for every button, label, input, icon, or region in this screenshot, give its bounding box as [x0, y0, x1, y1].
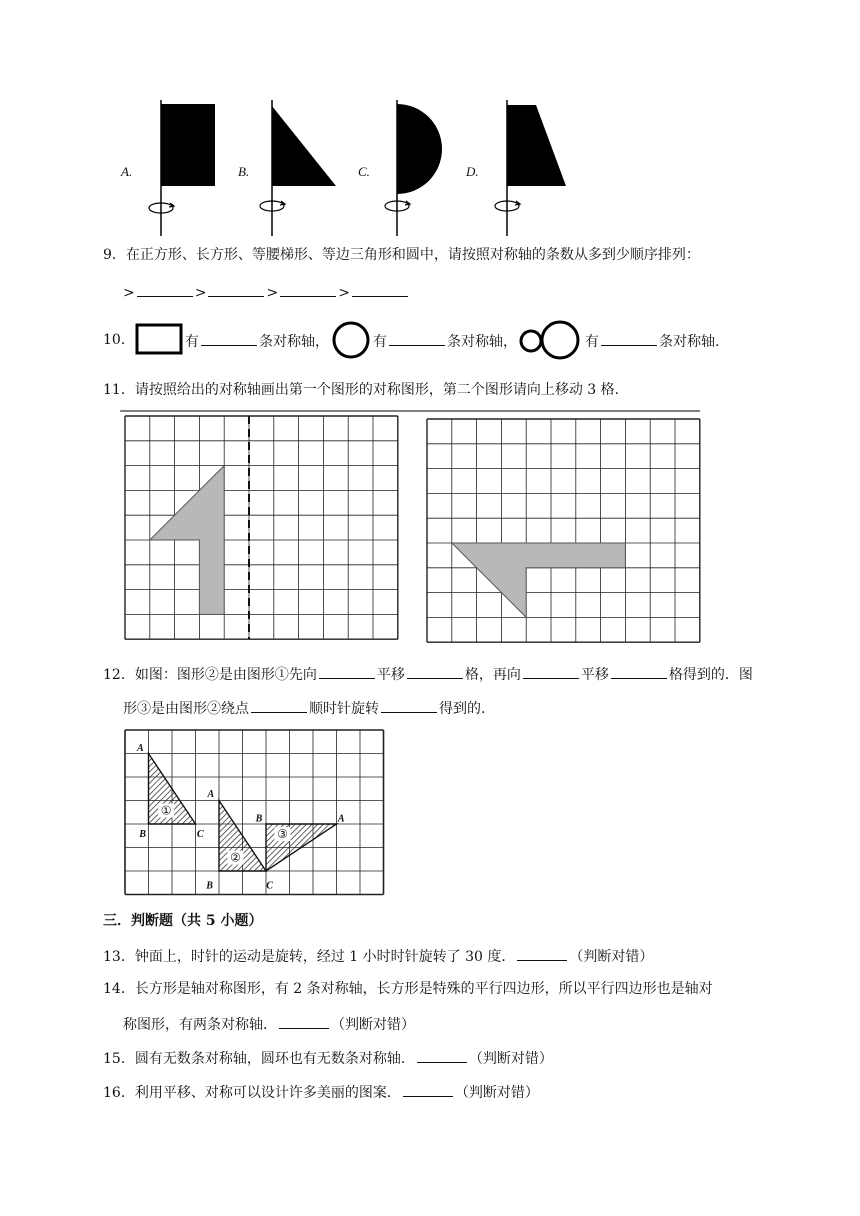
- q14-line1: 14．长方形是轴对称图形，有 2 条对称轴，长方形是特殊的平行四边形，所以平行四边形也是轴对: [103, 981, 713, 997]
- q10-blank-2[interactable]: [389, 333, 445, 346]
- q9-blank-4[interactable]: [352, 284, 408, 297]
- q10-suffix-3: 条对称轴.: [659, 334, 720, 350]
- rectangle-shape-icon: [135, 323, 185, 357]
- option-b-figure: [254, 100, 344, 240]
- q10-you-1: 有: [185, 334, 199, 350]
- q12-l2c: 得到的.: [439, 701, 486, 717]
- q16-text: 16．利用平移、对称可以设计许多美丽的图案．: [103, 1085, 401, 1101]
- shape-number-label: ②: [230, 850, 241, 865]
- point-label: A: [337, 813, 345, 825]
- q12-blank-4[interactable]: [611, 666, 667, 679]
- q10-part3: [585, 333, 719, 349]
- q12-line2: [123, 700, 485, 716]
- q14-blank[interactable]: [279, 1016, 329, 1029]
- shape-l-figure: [150, 466, 224, 615]
- point-label: A: [136, 743, 144, 755]
- q9-sep: >: [266, 285, 279, 301]
- q13-line: [103, 948, 653, 964]
- option-a-figure: [140, 100, 220, 240]
- point-label: C: [266, 880, 273, 892]
- q12-blank-5[interactable]: [251, 700, 307, 713]
- q9-answer-line: [123, 284, 410, 300]
- option-a-label: A.: [121, 164, 133, 179]
- point-label: A: [207, 788, 215, 800]
- q12-l1d: 平移: [580, 667, 609, 683]
- q9-blank-2[interactable]: [208, 284, 264, 297]
- option-d-label: D.: [466, 164, 479, 179]
- point-label: B: [139, 828, 146, 840]
- q16-line: [103, 1084, 539, 1100]
- q12-blank-1[interactable]: [319, 666, 375, 679]
- point-label: B: [255, 813, 263, 825]
- q10-you-3: 有: [585, 334, 599, 350]
- point-label: C: [196, 828, 204, 840]
- q13-blank[interactable]: [517, 948, 567, 961]
- option-b-label: B.: [238, 164, 250, 179]
- section-3-title: 三．判断题（共 5 小题）: [103, 913, 263, 929]
- q10-blank-3[interactable]: [601, 333, 657, 346]
- q16-judge: （判断对错）: [454, 1085, 539, 1101]
- q12-l1e: 格得到的．图: [668, 667, 753, 683]
- q12-l2a: 形③是由图形②绕点: [123, 701, 249, 717]
- shape-number-label: ①: [160, 803, 172, 818]
- q9-blank-1[interactable]: [137, 284, 193, 297]
- circle-shape-icon: [331, 320, 373, 362]
- q12-blank-2[interactable]: [407, 666, 463, 679]
- q12-grid: [124, 729, 388, 899]
- q10-part2: [373, 333, 517, 349]
- q12-l1a: 12．如图：图形②是由图形①先向: [103, 667, 317, 683]
- q10-blank-1[interactable]: [201, 333, 257, 346]
- shape-translate-figure: [452, 543, 626, 617]
- q15-line: [103, 1050, 553, 1066]
- q11-grid-left: [124, 415, 398, 647]
- q14-judge: （判断对错）: [331, 1017, 415, 1033]
- q9-sep: >: [123, 285, 135, 301]
- q11-text: 11．请按照给出的对称轴画出第一个图形的对称图形，第二个图形请向上移动 3 格.: [103, 382, 620, 398]
- two-circles-shape-icon: [518, 320, 584, 362]
- q12-blank-3[interactable]: [523, 666, 579, 679]
- q15-text: 15．圆有无数条对称轴，圆环也有无数条对称轴．: [103, 1051, 415, 1067]
- q9-text: 9．在正方形、长方形、等腰梯形、等边三角形和圆中，请按照对称轴的条数从多到少顺序排列：: [103, 247, 700, 263]
- q16-blank[interactable]: [403, 1084, 453, 1097]
- q10-num: 10．: [103, 332, 135, 348]
- q10-part1: [185, 333, 329, 349]
- option-c-label: C.: [358, 164, 370, 179]
- q12-l1b: 平移: [376, 667, 405, 683]
- q10-you-2: 有: [373, 334, 387, 350]
- q10-suffix-2: 条对称轴，: [447, 334, 517, 350]
- q11-rule: [120, 410, 702, 414]
- q13-text: 13．钟面上，时针的运动是旋转，经过 1 小时时针旋转了 30 度．: [103, 949, 516, 965]
- q14-text2: 称图形，有两条对称轴．: [123, 1017, 277, 1033]
- q12-l1c: 格，再向: [464, 667, 521, 683]
- q12-l2b: 顺时针旋转: [309, 701, 379, 717]
- point-label: B: [206, 880, 213, 892]
- shape-number-label: ③: [277, 827, 288, 842]
- q11-grid-right: [426, 418, 700, 650]
- q9-blank-3[interactable]: [280, 284, 336, 297]
- option-c-figure: [380, 100, 460, 240]
- q9-sep: >: [194, 285, 207, 301]
- q9-sep: >: [338, 285, 350, 301]
- q15-blank[interactable]: [417, 1050, 467, 1063]
- q12-blank-6[interactable]: [381, 700, 437, 713]
- q10-suffix-1: 条对称轴，: [259, 334, 329, 350]
- q13-judge: （判断对错）: [569, 949, 654, 965]
- q14-line2: [123, 1016, 415, 1032]
- q15-judge: （判断对错）: [468, 1051, 553, 1067]
- option-d-figure: [490, 100, 580, 240]
- q12-line1: [103, 666, 753, 682]
